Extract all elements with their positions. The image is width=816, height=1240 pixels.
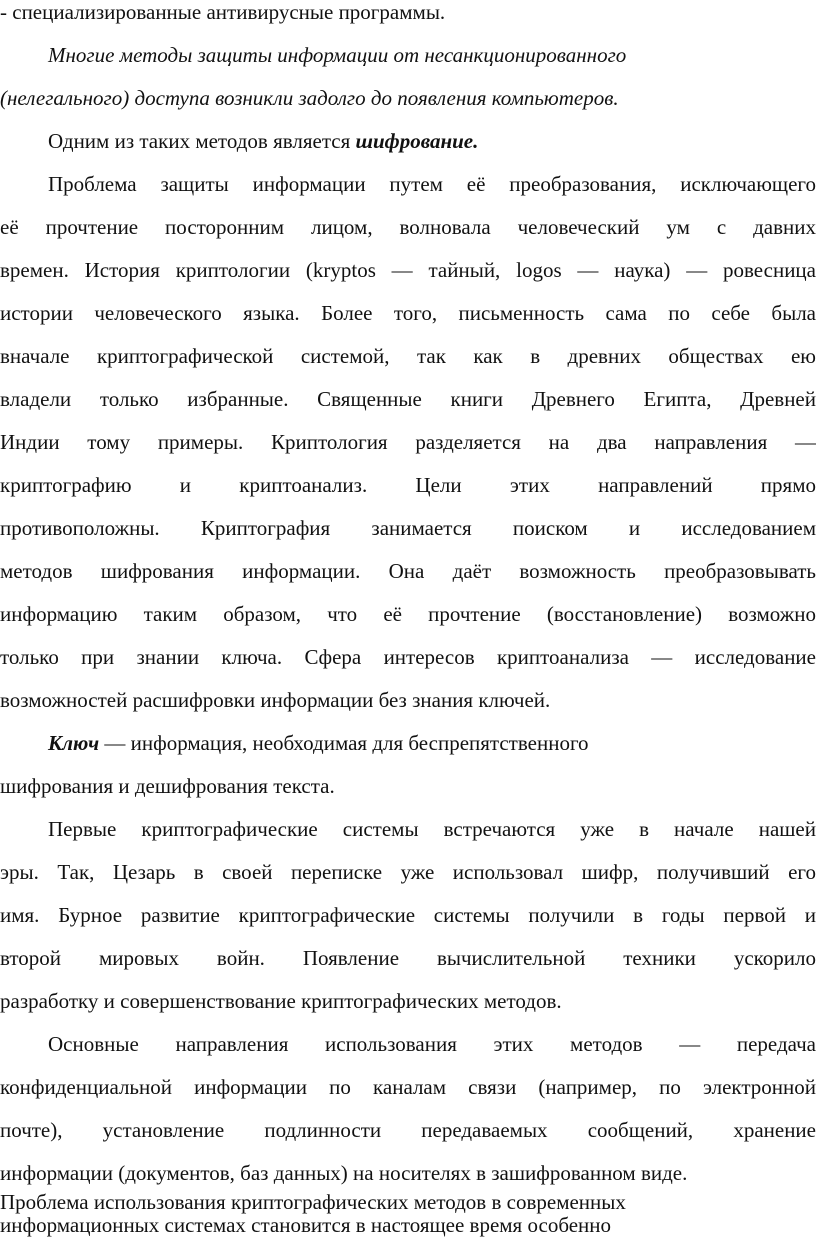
text-line: Проблема использования криптографических методов в современных bbox=[0, 1190, 626, 1214]
text-line: вначале криптографической системой, так как в древних обществах ею bbox=[0, 344, 816, 368]
text-line: имя. Бурное развитие криптографические системы получили в годы первой и bbox=[0, 903, 816, 927]
text-line: Основные направления использования этих методов — передача bbox=[48, 1032, 816, 1056]
text-line: противоположны. Криптография занимается поиском и исследованием bbox=[0, 516, 816, 540]
text-line bbox=[48, 731, 816, 757]
text-line: - специализированные антивирусные программы. bbox=[0, 0, 446, 24]
text-line: Проблема защиты информации путем её преобразования, исключающего bbox=[48, 172, 816, 196]
text-line: владели только избранные. Священные книги Древнего Египта, Древней bbox=[0, 387, 816, 411]
text-line: истории человеческого языка. Более того, письменность сама по себе была bbox=[0, 301, 816, 325]
emphasis-term: шифрование. bbox=[355, 129, 479, 153]
text-line: Индии тому примеры. Криптология разделяется на два направления — bbox=[0, 430, 816, 454]
text-line: (нелегального) доступа возникли задолго до появления компьютеров. bbox=[0, 86, 619, 110]
text-span: — информация, необходимая для беспрепятственного bbox=[99, 731, 589, 755]
text-line bbox=[48, 129, 816, 155]
text-span: Одним из таких методов является bbox=[48, 129, 356, 153]
text-line: почте), установление подлинности передаваемых сообщений, хранение bbox=[0, 1118, 816, 1142]
emphasis-term: Ключ bbox=[48, 731, 100, 755]
text-line: второй мировых войн. Появление вычислительной техники ускорило bbox=[0, 946, 816, 970]
text-line: методов шифрования информации. Она даёт возможность преобразовывать bbox=[0, 559, 816, 583]
text-line: времен. История криптологии (kryptos — тайный, logos — наука) — ровесница bbox=[0, 258, 816, 282]
text-line: её прочтение посторонним лицом, волновала человеческий ум с давних bbox=[0, 215, 816, 239]
text-line: эры. Так, Цезарь в своей переписке уже использовал шифр, получивший его bbox=[0, 860, 816, 884]
text-line: шифрования и дешифрования текста. bbox=[0, 774, 335, 798]
text-line: разработку и совершенствование криптографических методов. bbox=[0, 989, 562, 1013]
text-line: Многие методы защиты информации от несанкционированного bbox=[48, 43, 627, 67]
text-line: информации (документов, баз данных) на носителях в зашифрованном виде. bbox=[0, 1161, 688, 1185]
text-line: информацию таким образом, что её прочтение (восстановление) возможно bbox=[0, 602, 816, 626]
text-line: возможностей расшифровки информации без знания ключей. bbox=[0, 688, 551, 712]
text-line: Первые криптографические системы встречаются уже в начале нашей bbox=[48, 817, 816, 841]
text-line: информационных системах становится в настоящее время особенно bbox=[0, 1213, 612, 1237]
text-line: конфиденциальной информации по каналам связи (например, по электронной bbox=[0, 1075, 816, 1099]
text-line: только при знании ключа. Сфера интересов криптоанализа — исследование bbox=[0, 645, 816, 669]
text-line: криптографию и криптоанализ. Цели этих направлений прямо bbox=[0, 473, 816, 497]
